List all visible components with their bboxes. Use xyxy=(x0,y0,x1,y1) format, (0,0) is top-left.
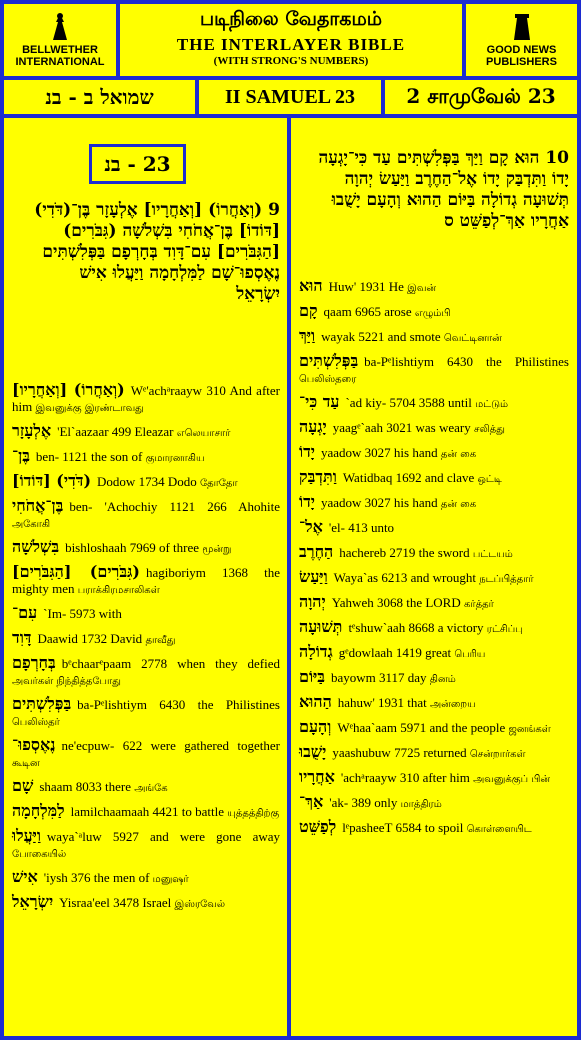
hebrew-word: עַד כִּי־ xyxy=(299,392,340,411)
hebrew-word: [וְאַחֲרָיו] (וְאַחֲרוֹ) xyxy=(12,380,125,399)
word-entry xyxy=(299,669,569,688)
word-entry xyxy=(299,544,569,563)
hebrew-word: לְפַשֵּׁט xyxy=(299,817,337,836)
word-entry xyxy=(299,444,569,463)
hebrew-word: הוּא xyxy=(299,276,323,295)
word-entry xyxy=(299,819,569,838)
word-entry xyxy=(299,328,569,347)
english-gloss: yaadow 3027 his hand xyxy=(320,445,438,460)
english-gloss: Daawid 1732 David xyxy=(37,631,143,646)
word-entry xyxy=(299,744,569,763)
tamil-gloss: மட்டும் xyxy=(475,399,509,410)
hebrew-word: בִּשְׁלֹשָׁה xyxy=(12,537,60,556)
english-gloss: ba-Pᵉlishtiym 6430 the Philistines xyxy=(364,354,569,369)
word-entry xyxy=(12,498,280,533)
english-gloss: yaadow 3027 his hand xyxy=(320,495,438,510)
tamil-gloss: மூன்று xyxy=(202,544,232,555)
hebrew-word: יָשֻׁבוּ xyxy=(299,742,327,761)
hebrew-word: אַךְ־ xyxy=(299,792,324,811)
hebrew-word: בֶּן־אֲחֹחִי xyxy=(12,496,64,515)
word-entry xyxy=(12,778,280,797)
tamil-gloss: வெட்டினான் xyxy=(443,333,502,344)
book-tamil-text: 2 சாமுவேல் 23 xyxy=(406,83,556,108)
hebrew-word: וַיַּךְ xyxy=(299,326,316,345)
tamil-gloss: மாத்திரம் xyxy=(400,799,442,810)
tamil-gloss: கர்த்தர் xyxy=(464,599,494,610)
word-entry xyxy=(12,894,280,913)
tamil-gloss: இவன் xyxy=(407,283,437,294)
english-gloss: waya`ᵃluw 5927 and were gone away xyxy=(46,829,280,844)
title-main: THE INTERLAYER BIBLE xyxy=(176,35,406,54)
hebrew-word: תְּשׁוּעָה xyxy=(299,617,343,636)
english-gloss: hachereb 2719 the sword xyxy=(339,545,470,560)
english-gloss: Dodow 1734 Dodo xyxy=(97,474,197,489)
english-gloss: ben- 1121 the son of xyxy=(35,449,143,464)
english-gloss: bᵉchaarᵉpaam 2778 when they defied xyxy=(61,656,280,671)
word-entry xyxy=(299,419,569,438)
word-entry xyxy=(299,644,569,663)
english-gloss: hahuw' 1931 that xyxy=(337,695,427,710)
word-entry xyxy=(299,394,569,413)
title-panel xyxy=(120,4,462,76)
english-gloss: 'ak- 389 only xyxy=(329,795,398,810)
hebrew-word: וְהָעָם xyxy=(299,717,332,736)
word-entry xyxy=(12,630,280,649)
shepherd-icon xyxy=(47,12,73,42)
tamil-gloss: பட்டயம் xyxy=(472,549,513,560)
tamil-gloss: பெலிஸ்தரை xyxy=(299,374,357,385)
hebrew-word: שָׁם xyxy=(12,776,34,795)
tamil-gloss: கொள்ளையிட xyxy=(466,824,532,835)
english-gloss: lamilchaamaah 4421 to battle xyxy=(70,804,225,819)
right-entries xyxy=(299,278,569,844)
hebrew-word: עִם־ xyxy=(12,603,38,622)
word-entry xyxy=(299,594,569,613)
english-gloss: gᵉdowlaah 1419 great xyxy=(338,645,452,660)
hebrew-word: אִישׁ xyxy=(12,867,38,886)
hebrew-word: אַחֲרָיו xyxy=(299,767,335,786)
hebrew-word: גְדוֹלָה xyxy=(299,642,333,661)
hebrew-word: יָדוֹ xyxy=(299,442,315,461)
english-gloss: yaashubuw 7725 returned xyxy=(332,745,467,760)
word-entry xyxy=(299,494,569,513)
book-english-text: II SAMUEL 23 xyxy=(224,85,356,108)
pillar-icon xyxy=(509,12,535,42)
verse-header xyxy=(89,144,186,184)
right-logo-line1: GOOD NEWS xyxy=(486,44,557,56)
left-hebrew-verse: 9 (וְאַחֲרוֹ) [וְאַחֲרָיו] אֶלְעָזָר בֶּן־(דֹּדִי) [דּוֹדוֹ] בֶּן־אֲחֹחִי בִּשְׁלֹשָׁה (גִּבֹּרִים) [הַגִּבֹּרִים] עִם־דָּוִד בְּחָרְפָם בַּפְּלִשְׁתִּים נֶאֶסְפוּ־שָׁם לַמִּלְחָמָה וַיַּעֲלוּ אִישׁ יִשְׂרָאֵל xyxy=(34,200,280,304)
book-hebrew xyxy=(4,80,195,114)
hebrew-word: וַיַּעַשׂ xyxy=(299,567,328,586)
word-entry xyxy=(299,794,569,813)
english-gloss: bishloshaah 7969 of three xyxy=(65,540,200,555)
word-entry xyxy=(299,619,569,638)
tamil-gloss: மனுஷர் xyxy=(152,874,189,885)
word-entry xyxy=(299,769,569,788)
word-entry xyxy=(12,869,280,888)
book-hebrew-text: שמואל ב - בנ xyxy=(45,84,154,109)
english-gloss: tᵉshuw`aah 8668 a victory xyxy=(348,620,484,635)
tamil-gloss: சென்றார்கள் xyxy=(469,749,526,760)
hebrew-word: בַּיּוֹם xyxy=(299,667,325,686)
hebrew-word: יָגְעָה xyxy=(299,417,327,436)
english-gloss: lᵉpasheeT 6584 to spoil xyxy=(342,820,464,835)
word-entry xyxy=(12,539,280,558)
hebrew-word: הַחֶרֶב xyxy=(299,542,334,561)
english-gloss: 'El`aazaar 499 Eleazar xyxy=(57,424,174,439)
right-logo-line2: PUBLISHERS xyxy=(486,56,557,68)
title-tamil: படிநிலை வேதாகமம் xyxy=(199,8,383,30)
hebrew-word: בֶּן־ xyxy=(12,446,30,465)
tamil-gloss: தினம் xyxy=(429,674,456,685)
tamil-gloss: போகையில் xyxy=(12,849,67,860)
english-gloss: Wᵉhaa`aam 5971 and the people xyxy=(337,720,506,735)
tamil-gloss: தோதோ xyxy=(199,478,238,489)
tamil-gloss: யுத்தத்திற்கு xyxy=(227,808,280,819)
left-logo-line2: INTERNATIONAL xyxy=(15,56,105,68)
english-gloss: ne'ecpuw- 622 were gathered together xyxy=(61,738,280,753)
english-gloss: hagiboriym 1368 the mighty men xyxy=(12,565,280,596)
tamil-gloss: இவனுக்கு இரண்டாவது xyxy=(35,403,144,414)
english-gloss: Waya`as 6213 and wrought xyxy=(333,570,476,585)
title-sub: (WITH STRONG'S NUMBERS) xyxy=(213,55,369,67)
english-gloss: qaam 6965 arose xyxy=(323,304,412,319)
hebrew-word: וַתִּדְבַּק xyxy=(299,467,337,486)
english-gloss: Yahweh 3068 the LORD xyxy=(331,595,461,610)
tamil-gloss: அகோகி xyxy=(12,519,51,530)
word-entry xyxy=(12,564,280,599)
left-logo-line1: BELLWETHER xyxy=(22,44,98,56)
hebrew-word: יָדוֹ xyxy=(299,492,315,511)
tamil-gloss: நடப்பித்தார் xyxy=(479,574,534,585)
english-gloss: `Im- 5973 with xyxy=(43,606,122,621)
english-gloss: Huw' 1931 He xyxy=(328,279,404,294)
tamil-gloss: ஜனங்கள் xyxy=(508,724,551,735)
word-entry xyxy=(12,448,280,467)
word-entry xyxy=(299,569,569,588)
verse-header-text: 23 - בנ xyxy=(104,151,171,176)
word-entry xyxy=(299,353,569,388)
english-gloss: `ad kiy- 5704 3588 until xyxy=(345,395,472,410)
tamil-gloss: எலெயாசார் xyxy=(176,428,231,439)
word-entry xyxy=(12,737,280,772)
hebrew-word: אֶלְעָזָר xyxy=(12,421,52,440)
english-gloss: wayak 5221 and smote xyxy=(321,329,441,344)
tamil-gloss: இஸ்ரவேல் xyxy=(174,899,226,910)
word-entry xyxy=(299,519,569,538)
tamil-gloss: பெரிய xyxy=(454,649,486,660)
english-gloss: bayowm 3117 day xyxy=(330,670,427,685)
word-entry xyxy=(299,719,569,738)
tamil-gloss: அங்கே xyxy=(134,783,168,794)
word-entry xyxy=(12,605,280,624)
english-gloss: shaam 8033 there xyxy=(39,779,132,794)
hebrew-word: בְּחָרְפָם xyxy=(12,653,56,672)
book-english xyxy=(199,80,381,114)
hebrew-word: נֶאֶסְפוּ־ xyxy=(12,735,56,754)
hebrew-word: וַיַּעֲלוּ xyxy=(12,826,41,845)
word-entry xyxy=(299,694,569,713)
hebrew-word: דָּוִד xyxy=(12,628,32,647)
tamil-gloss: ஒட்டி xyxy=(477,474,502,485)
hebrew-word: [דּוֹדוֹ] (דֹּדִי) xyxy=(12,471,92,490)
tamil-gloss: கூடின xyxy=(12,758,40,769)
english-gloss: ba-Pᵉlishtiym 6430 the Philistines xyxy=(77,697,280,712)
tamil-gloss: பெலிஸ்தர் xyxy=(12,717,60,728)
english-gloss: ben- 'Achochiy 1121 266 Ahohite xyxy=(69,499,280,514)
tamil-gloss: அன்றைய xyxy=(430,699,476,710)
hebrew-word: יְהוָה xyxy=(299,592,326,611)
english-gloss: Watidbaq 1692 and clave xyxy=(342,470,475,485)
hebrew-word: לַמִּלְחָמָה xyxy=(12,801,65,820)
english-gloss: Yisraa'eel 3478 Israel xyxy=(59,895,172,910)
hebrew-word: יִשְׂרָאֵל xyxy=(12,892,54,911)
hebrew-word: בַּפְּלִשְׁתִּים xyxy=(299,351,359,370)
word-entry xyxy=(12,473,280,492)
tamil-gloss: பராக்கிரமசாலிகள் xyxy=(77,585,160,596)
word-entry xyxy=(12,382,280,417)
tamil-gloss: அவனுக்குப் பின் xyxy=(473,774,551,785)
english-gloss: yaagᵉ`aah 3021 was weary xyxy=(332,420,471,435)
book-tamil xyxy=(385,80,577,114)
tamil-gloss: குமாரனாகிய xyxy=(145,453,205,464)
hebrew-word: בַּפְּלִשְׁתִּים xyxy=(12,694,72,713)
tamil-gloss: தன் கை xyxy=(440,449,477,460)
tamil-gloss: தன் கை xyxy=(440,499,477,510)
right-hebrew-verse: 10 הוּא קָם וַיַּךְ בַּפְּלִשְׁתִּים עַד כִּי־יָגְעָה יָדוֹ וַתִּדְבַּק יָדוֹ אֶל־הַחֶרֶב וַיַּעַשׂ יְהוָה תְּשׁוּעָה גְדוֹלָה בַּיּוֹם הַהוּא וְהָעָם יָשֻׁבוּ אַחֲרָיו אַךְ־לְפַשֵּׁט ס xyxy=(318,148,569,231)
tamil-gloss: ரட்சிப்பு xyxy=(486,624,523,635)
hebrew-word: הַהוּא xyxy=(299,692,332,711)
good-news-logo xyxy=(466,4,577,76)
word-entry xyxy=(299,278,569,297)
english-gloss: Wᵉ'achᵃraayw 310 And after him xyxy=(12,383,280,414)
word-entry xyxy=(299,303,569,322)
word-entry xyxy=(12,655,280,690)
tamil-gloss: எழும்பி xyxy=(414,308,451,319)
word-entry xyxy=(12,803,280,822)
left-entries xyxy=(12,382,280,919)
english-gloss: 'el- 413 unto xyxy=(328,520,395,535)
hebrew-word: אֶל־ xyxy=(299,517,323,536)
tamil-gloss: அவர்கள் நிந்தித்தபோது xyxy=(12,676,121,687)
word-entry xyxy=(12,828,280,863)
english-gloss: 'iysh 376 the men of xyxy=(43,870,150,885)
word-entry xyxy=(299,469,569,488)
tamil-gloss: சலித்து xyxy=(473,424,505,435)
bellwether-logo xyxy=(4,4,116,76)
tamil-gloss: தாவீது xyxy=(145,635,176,646)
word-entry xyxy=(12,423,280,442)
hebrew-word: קָם xyxy=(299,301,318,320)
hebrew-word: [הַגִּבֹּרִים] (גִּבֹּרִים) xyxy=(12,562,140,581)
english-gloss: 'achᵃraayw 310 after him xyxy=(340,770,470,785)
word-entry xyxy=(12,696,280,731)
